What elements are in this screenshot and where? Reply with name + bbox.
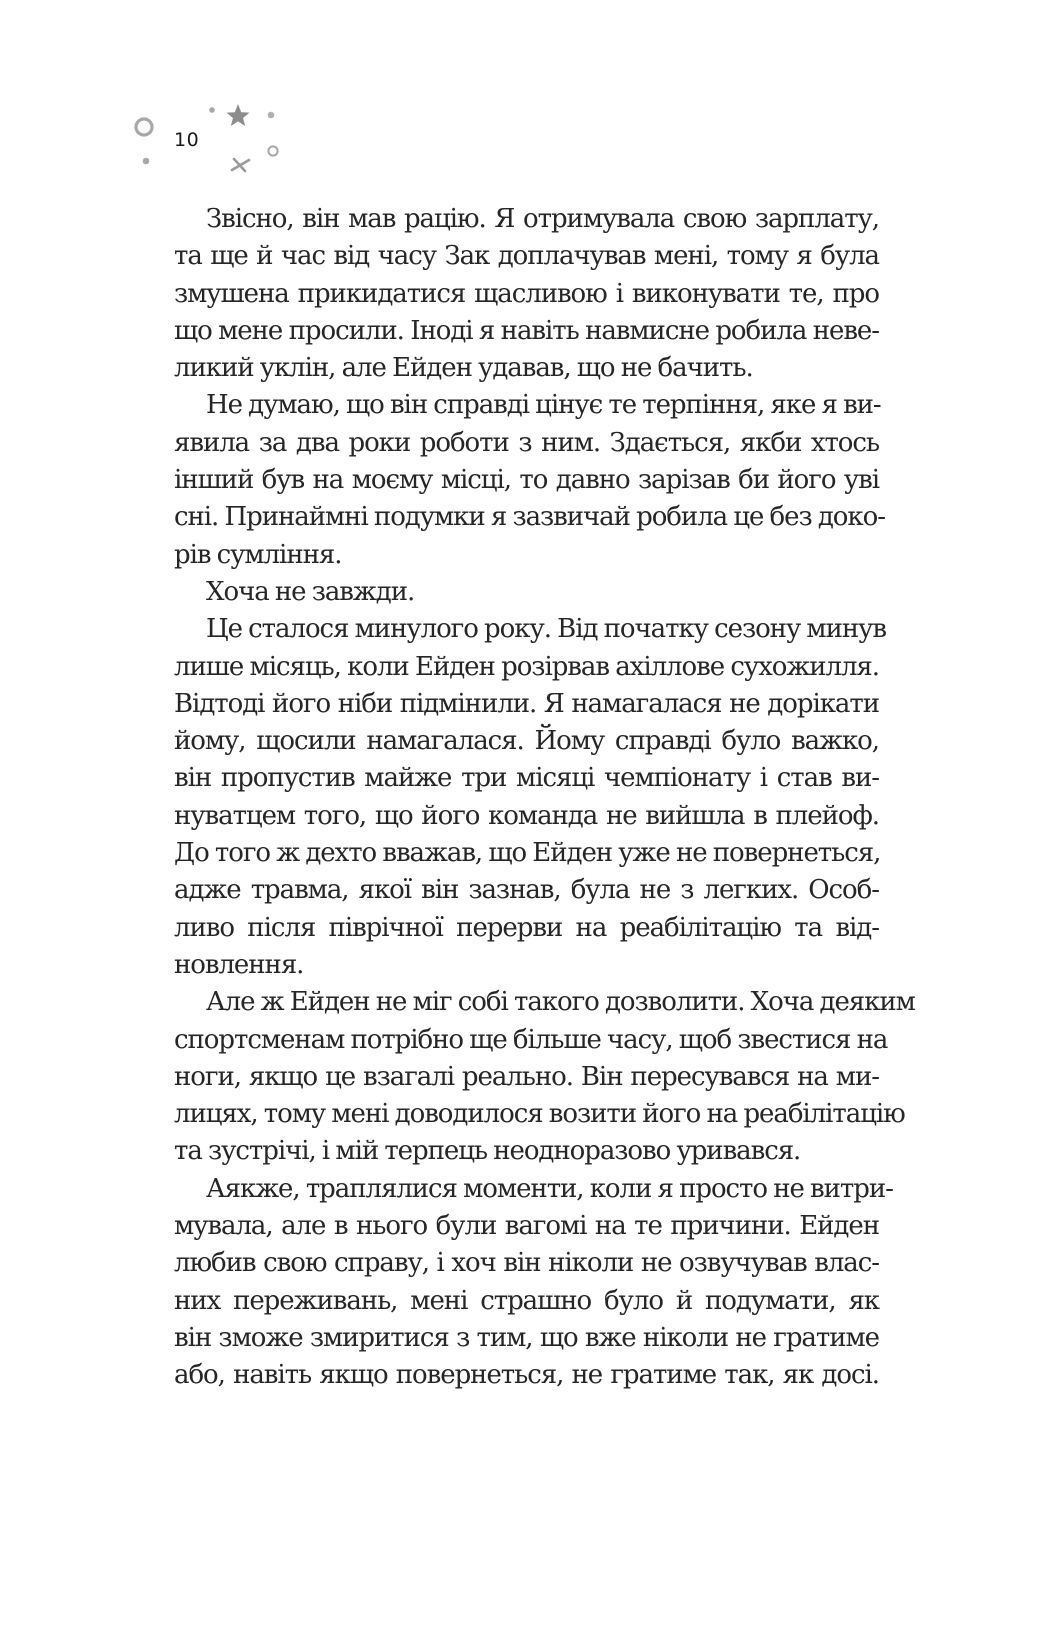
star-icon bbox=[227, 104, 250, 126]
text-line: що мене просили. Іноді я навіть навмисне робила неве- bbox=[174, 315, 879, 346]
text-line: сні. Принаймні подумки я зазвичай робила це без доко- bbox=[174, 502, 885, 533]
text-line: ливо після піврічної перерви на реабілітацію та від- bbox=[174, 912, 879, 943]
text-line: спортсменам потрібно ще більше часу, щоб звестися на bbox=[174, 1024, 888, 1055]
text-line: змушена прикидатися щасливою і виконувати те, про bbox=[174, 278, 879, 309]
text-line: він пропустив майже три місяці чемпіонату і став ви- bbox=[174, 763, 879, 794]
text-line: Аякже, траплялися моменти, коли я просто не витри- bbox=[206, 1173, 893, 1204]
ring-small-icon bbox=[268, 146, 277, 155]
text-line: йому, щосили намагалася. Йому справді було важко, bbox=[174, 726, 879, 757]
text-line: рів сумління. bbox=[174, 539, 342, 570]
text-line: Не думаю, що він справді цінує те терпіння, яке я ви- bbox=[206, 390, 881, 421]
text-line: лише місяць, коли Ейден розірвав ахіллове сухожилля. bbox=[174, 651, 879, 682]
text-line: та зустрічі, і мій терпець неодноразово уривався. bbox=[174, 1136, 801, 1167]
text-line: ноги, якщо це взагалі реально. Він пересувався на ми- bbox=[174, 1061, 879, 1092]
text-line: новлення. bbox=[174, 949, 304, 980]
paragraph bbox=[174, 1171, 893, 1395]
body-text bbox=[174, 201, 915, 1395]
text-line: любив свою справу, і хоч він ніколи не озвучував влас- bbox=[174, 1248, 879, 1279]
text-line: мувала, але в нього були вагомі на те причини. Ейден bbox=[174, 1211, 879, 1242]
text-line: Це сталося минулого року. Від початку сезону минув bbox=[206, 614, 886, 645]
text-line: лицях, тому мені доводилося возити його на реабілітацію bbox=[174, 1099, 905, 1130]
text-line: він зможе змиритися з тим, що вже ніколи не гратиме bbox=[174, 1322, 879, 1353]
text-line: адже травма, якої він зазнав, була не з легких. Особ- bbox=[174, 875, 879, 906]
paragraph bbox=[174, 387, 885, 573]
text-line: явила за два роки роботи з ним. Здається, якби хтось bbox=[174, 427, 879, 458]
text-line: Але ж Ейден не міг собі такого дозволити. Хоча деяким bbox=[206, 987, 915, 1018]
dot-icon bbox=[268, 112, 275, 119]
text-line: ликий уклін, але Ейден удавав, що не бачить. bbox=[174, 353, 753, 384]
ring-large-icon bbox=[136, 119, 152, 135]
paragraph bbox=[174, 984, 915, 1170]
text-line: та ще й час від часу Зак доплачував мені, тому я була bbox=[174, 241, 879, 272]
page-header-decoration bbox=[0, 0, 320, 190]
text-line: нуватцем того, що його команда не вийшла в плейоф. bbox=[174, 800, 879, 831]
text-line: До того ж дехто вважав, що Ейден уже не повернеться, bbox=[174, 838, 881, 869]
dot-icon bbox=[209, 107, 215, 113]
text-line: них переживань, мені страшно було й подумати, як bbox=[174, 1285, 879, 1316]
text-line: Відтоді його ніби підмінили. Я намагалася не дорікати bbox=[174, 688, 879, 719]
dot-icon bbox=[143, 158, 150, 165]
paragraph bbox=[174, 201, 879, 387]
text-line: або, навіть якщо повернеться, не гратиме так, як досі. bbox=[174, 1360, 879, 1391]
page-number: 10 bbox=[174, 129, 200, 151]
text-line: інший був на моєму місці, то давно зарізав би його уві bbox=[174, 465, 879, 496]
text-line: Хоча не завжди. bbox=[206, 576, 415, 607]
paragraph bbox=[174, 611, 886, 984]
paragraph bbox=[174, 574, 879, 611]
text-line: Звісно, він мав рацію. Я отримувала свою зарплату, bbox=[206, 204, 879, 234]
cross-icon bbox=[232, 159, 249, 171]
